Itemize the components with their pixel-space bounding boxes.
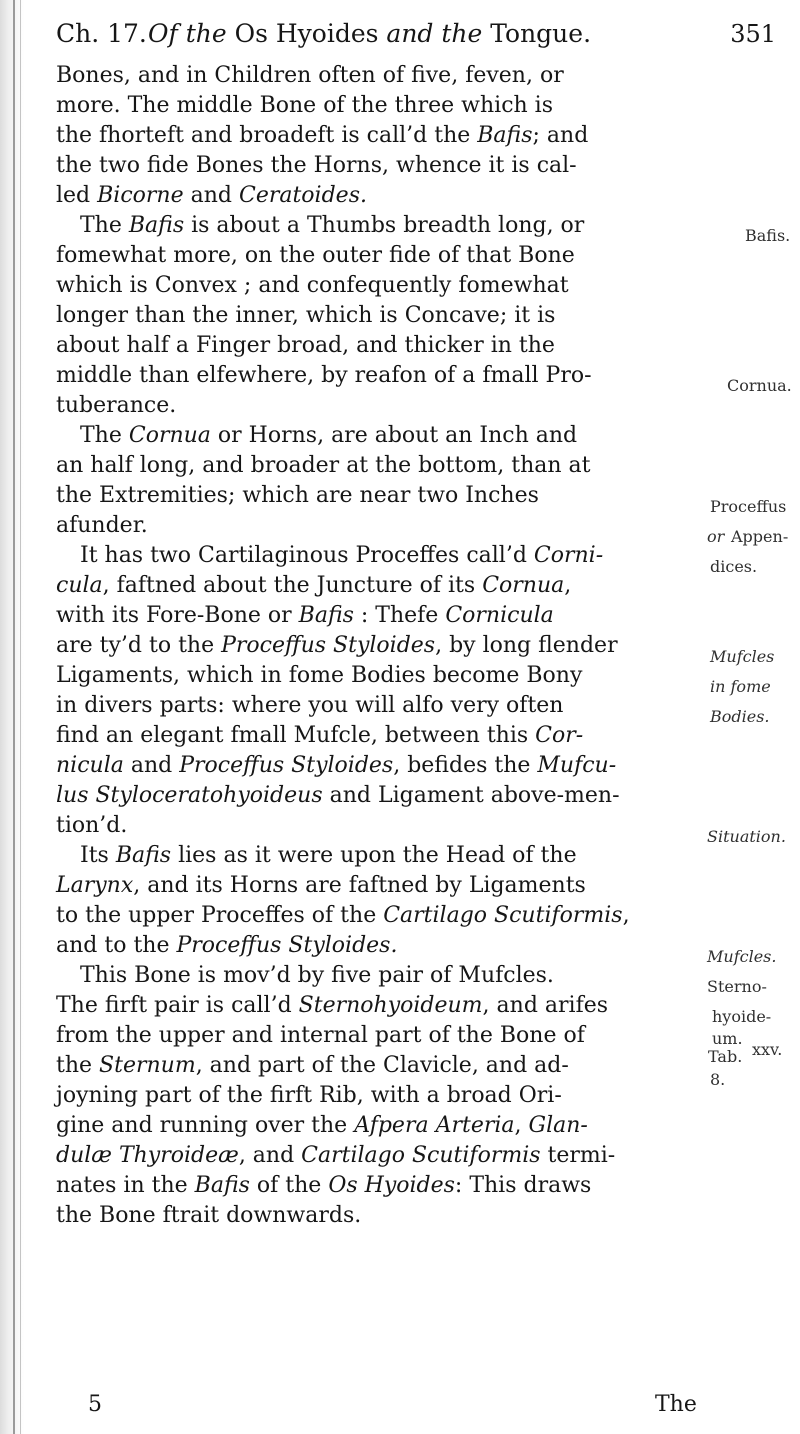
text-run: It has two Cartilaginous Proceffes call’d — [80, 543, 534, 568]
margin-note-mufcles-3: Bodies. — [710, 707, 770, 726]
running-title-roman-1: Os Hyoides — [234, 19, 379, 48]
text-run: The firft pair is call’d — [56, 993, 299, 1018]
text-line — [80, 841, 577, 871]
text-run: the Extremities; which are near two Inches — [56, 483, 539, 508]
margin-note-bafis: Bafis. — [745, 226, 791, 245]
italic-term: Proceffus Styloides. — [176, 933, 398, 958]
text-run: longer than the inner, which is Concave; it is — [56, 303, 556, 328]
italic-term: Bafis — [128, 213, 185, 238]
italic-term: Sternum — [99, 1053, 196, 1078]
text-line — [56, 451, 591, 481]
text-line — [56, 781, 620, 811]
text-run: and Ligament above-men- — [322, 783, 620, 808]
running-title-italic-1: Of the — [148, 19, 227, 48]
running-title-italic-2: and the — [386, 19, 483, 48]
margin-note-appen: Appen- — [731, 527, 789, 546]
text-line — [56, 121, 588, 151]
text-run: middle than elfewhere, by reafon of a fmall Pro- — [56, 363, 592, 388]
text-line — [56, 931, 397, 961]
text-run: Its — [80, 843, 116, 868]
text-run: , and arifes — [482, 993, 609, 1018]
text-line — [56, 181, 367, 211]
text-line — [56, 511, 148, 541]
text-run: the — [56, 1053, 100, 1078]
text-run: , — [622, 903, 630, 928]
text-run: the Bone ftrait downwards. — [56, 1203, 362, 1228]
text-line — [56, 1021, 585, 1051]
text-line — [56, 91, 553, 121]
text-run: fomewhat more, on the outer fide of that Bone — [56, 243, 575, 268]
margin-note-um: um. — [712, 1029, 743, 1048]
italic-term: dulæ Thyroideæ — [56, 1143, 239, 1168]
text-line — [56, 871, 586, 901]
margin-note-or: or — [707, 527, 725, 546]
text-line — [56, 1141, 615, 1171]
italic-term: Bafis — [477, 123, 533, 148]
text-run: , — [514, 1113, 529, 1138]
italic-term: Cornicula — [445, 603, 554, 628]
text-run: or Horns, are about an Inch and — [210, 423, 578, 448]
text-line — [56, 571, 571, 601]
margin-note-mufcles-2: in fome — [710, 677, 771, 696]
footer-catchline — [56, 1390, 706, 1420]
italic-term: Sternohyoideum — [298, 993, 483, 1018]
text-run: termi- — [540, 1143, 616, 1168]
text-run: gine and running over the — [56, 1113, 355, 1138]
running-title — [148, 17, 591, 51]
text-run: The — [80, 423, 129, 448]
italic-term: Mufcu- — [537, 753, 617, 778]
text-line — [56, 811, 127, 841]
signature-mark: 5 — [88, 1392, 102, 1417]
catchword: The — [655, 1392, 697, 1417]
text-run: from the upper and internal part of the Bone of — [56, 1023, 585, 1048]
italic-term: Corni- — [533, 543, 604, 568]
text-run: which is Convex ; and confequently fomewhat — [56, 273, 569, 298]
text-run: , and its Horns are faftned by Ligaments — [133, 873, 586, 898]
margin-note-sterno: Sterno- — [707, 977, 767, 996]
text-line — [56, 1201, 361, 1231]
text-run: are ty’d to the — [56, 633, 222, 658]
text-run: : This draws — [454, 1173, 592, 1198]
margin-note-dices: dices. — [710, 557, 758, 576]
text-run: The — [80, 213, 129, 238]
text-line — [56, 391, 176, 421]
italic-term: Cartilago Scutiformis — [383, 903, 623, 928]
text-run: the two fide Bones the Horns, whence it is cal- — [56, 153, 577, 178]
text-line — [56, 241, 575, 271]
text-run: tuberance. — [56, 393, 177, 418]
text-run: ; and — [532, 123, 589, 148]
text-run: nates in the — [56, 1173, 195, 1198]
italic-term: Cornua — [482, 573, 565, 598]
italic-term: Proceffus Styloides — [179, 753, 394, 778]
text-line — [56, 1081, 562, 1111]
text-run: joyning part of the firft Rib, with a broad Ori- — [56, 1083, 562, 1108]
text-run: and to the — [56, 933, 177, 958]
text-run: , faftned about the Juncture of its — [102, 573, 483, 598]
text-run: afunder. — [56, 513, 148, 538]
text-run: and — [123, 753, 180, 778]
text-line — [56, 691, 563, 721]
italic-term: Bicorne — [97, 183, 184, 208]
text-run: led — [56, 183, 98, 208]
chapter-number: Ch. 17. — [56, 19, 147, 48]
margin-note-hyoide: hyoide- — [712, 1007, 772, 1026]
italic-term: Glan- — [528, 1113, 588, 1138]
text-run: Bones, and in Children often of five, feven, or — [56, 63, 564, 88]
text-line — [56, 721, 583, 751]
italic-term: Cor- — [535, 723, 584, 748]
text-line — [56, 151, 577, 181]
italic-term: nicula — [56, 753, 124, 778]
text-run: , and part of the Clavicle, and ad- — [195, 1053, 569, 1078]
text-line — [56, 1111, 588, 1141]
italic-term: Cartilago Scutiformis — [301, 1143, 541, 1168]
text-run: , and — [238, 1143, 302, 1168]
margin-note-mufcles-1: Mufcles — [710, 647, 775, 666]
text-line — [56, 271, 569, 301]
text-line — [56, 751, 616, 781]
text-line — [80, 541, 603, 571]
text-run: to the upper Proceffes of the — [56, 903, 384, 928]
italic-term: Afpera Arteria — [354, 1113, 515, 1138]
italic-term: Larynx — [56, 873, 134, 898]
text-run: and — [183, 183, 239, 208]
text-line — [56, 1171, 591, 1201]
text-line — [56, 301, 555, 331]
text-line — [56, 481, 539, 511]
text-run: Ligaments, which in fome Bodies become Bony — [56, 663, 583, 688]
text-run: in divers parts: where you will alfo very often — [56, 693, 564, 718]
page-number: 351 — [730, 20, 776, 48]
text-run: , befides the — [393, 753, 538, 778]
italic-term: Bafis — [298, 603, 354, 628]
text-line — [56, 631, 618, 661]
text-run: find an elegant fmall Mufcle, between this — [56, 723, 536, 748]
text-run: an half long, and broader at the bottom, than at — [56, 453, 591, 478]
text-line — [80, 421, 577, 451]
margin-note-xxv: xxv. — [752, 1040, 783, 1059]
text-line — [56, 661, 582, 691]
text-run: of the — [249, 1173, 329, 1198]
text-line — [56, 61, 564, 91]
text-run: lies as it were upon the Head of the — [171, 843, 577, 868]
italic-term: Proceffus Styloides — [221, 633, 436, 658]
text-line — [56, 331, 555, 361]
text-run: is about a Thumbs breadth long, or — [184, 213, 585, 238]
italic-term: Bafis — [194, 1173, 250, 1198]
margin-note-cornua: Cornua. — [727, 376, 792, 395]
text-line — [56, 361, 592, 391]
italic-term: Ceratoides. — [238, 183, 367, 208]
margin-note-mufcles: Mufcles. — [707, 947, 777, 966]
text-line — [80, 961, 554, 991]
text-line — [56, 601, 554, 631]
margin-note-processus: Proceffus — [710, 497, 787, 516]
italic-term: lus Styloceratohyoideus — [56, 783, 323, 808]
text-run: tion’d. — [56, 813, 128, 838]
text-line — [80, 211, 584, 241]
margin-note-fig: 8. — [710, 1070, 726, 1089]
italic-term: Bafis — [115, 843, 172, 868]
text-run: , by long flender — [435, 633, 618, 658]
text-line — [56, 991, 608, 1021]
text-run: about half a Finger broad, and thicker in the — [56, 333, 555, 358]
page-gutter — [0, 0, 24, 1434]
text-run: more. The middle Bone of the three which is — [56, 93, 553, 118]
italic-term: Cornua — [128, 423, 211, 448]
running-head — [56, 17, 776, 53]
text-line — [56, 1051, 569, 1081]
running-title-roman-2: Tongue. — [490, 19, 592, 48]
text-run: with its Fore-Bone or — [56, 603, 299, 628]
text-line — [56, 901, 630, 931]
text-run: the fhorteft and broadeft is call’d the — [56, 123, 478, 148]
text-run: : Thefe — [353, 603, 446, 628]
text-run: This Bone is mov’d by five pair of Mufcles. — [80, 963, 554, 988]
italic-term: Os Hyoides — [328, 1173, 455, 1198]
text-run: , — [564, 573, 572, 598]
italic-term: cula — [56, 573, 103, 598]
margin-note-tab: Tab. — [708, 1047, 743, 1066]
margin-note-situation: Situation. — [707, 827, 786, 846]
